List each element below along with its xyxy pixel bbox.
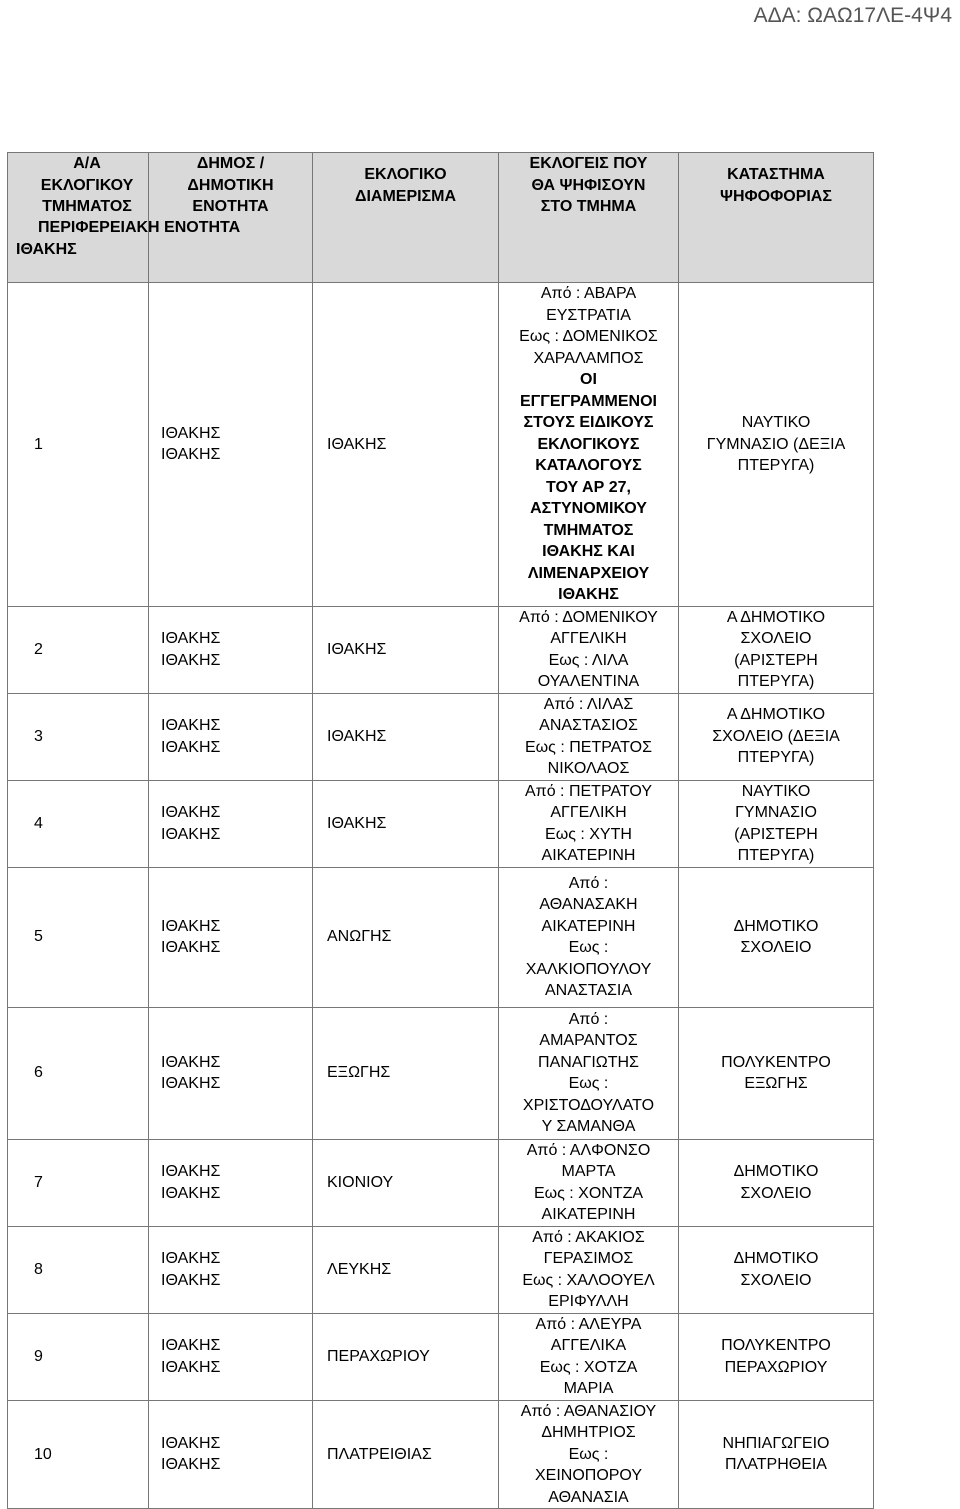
header-col3-line2: ΔΙΑΜΕΡΙΣΜΑ xyxy=(354,187,457,205)
electoral-district-cell xyxy=(313,867,499,1007)
voters-range-line: ΜΑΡΤΑ xyxy=(561,1163,616,1180)
electoral-district-cell xyxy=(313,1226,499,1313)
polling-station-line: (ΑΡΙΣΤΕΡΗ xyxy=(734,651,818,669)
section-number: 9 xyxy=(34,1347,43,1365)
municipal-unit-name: ΙΘΑΚΗΣ xyxy=(161,1075,221,1092)
polling-station-cell xyxy=(679,1313,874,1400)
header-col1-line2: ΕΚΛΟΓΙΚΟΥ xyxy=(40,176,134,194)
voters-range-line: ΝΙΚΟΛΑΟΣ xyxy=(547,760,630,777)
voters-range-line: ΕΥΣΤΡΑΤΙΑ xyxy=(546,306,631,324)
header-col5-line2: ΨΗΦΟΦΟΡΙΑΣ xyxy=(720,187,832,205)
header-col3-line1: ΕΚΛΟΓΙΚΟ xyxy=(364,166,447,183)
voters-range-line: Από : xyxy=(568,874,609,892)
table-row xyxy=(8,1313,874,1400)
voters-range-cell xyxy=(499,780,679,867)
polling-station-cell xyxy=(679,693,874,780)
table-row xyxy=(8,1400,874,1509)
municipality-name: ΙΘΑΚΗΣ xyxy=(161,630,221,647)
electoral-district-cell xyxy=(313,1313,499,1400)
section-number-cell xyxy=(8,1139,149,1226)
voters-range-line: Εως : xyxy=(568,1075,609,1092)
voters-range-line: Από : ΑΘΑΝΑΣΙΟΥ xyxy=(520,1402,657,1420)
voters-range-line: Εως : ΛΙΛΑ xyxy=(548,651,629,669)
polling-station-line: Α ΔΗΜΟΤΙΚΟ xyxy=(726,608,826,626)
section-number: 6 xyxy=(34,1064,43,1082)
electoral-district-cell xyxy=(313,606,499,693)
voters-range-line: ΑΙΚΑΤΕΡΙΝΗ xyxy=(541,917,636,935)
voters-range-line: ΑΓΓΕΛΙΚΗ xyxy=(550,630,627,647)
header-col4-line2: ΘΑ ΨΗΦΙΣΟΥΝ xyxy=(531,176,646,194)
voters-range-line: ΠΑΝΑΓΙΩΤΗΣ xyxy=(538,1053,639,1071)
electoral-district-cell xyxy=(313,693,499,780)
voters-range-cell xyxy=(499,693,679,780)
voters-range-line: Από : ΠΕΤΡΑΤΟΥ xyxy=(525,782,652,800)
voters-range-cell xyxy=(499,867,679,1007)
electoral-district-name: ΠΛΑΤΡΕΙΘΙΑΣ xyxy=(327,1445,432,1463)
polling-station-line: ΓΥΜΝΑΣΙΟ xyxy=(735,804,817,821)
voters-range-line: Από : ΑΛΕΥΡΑ xyxy=(535,1315,642,1333)
voters-range-line: ΑΓΓΕΛΙΚΗ xyxy=(550,804,627,821)
section-number: 5 xyxy=(34,928,43,946)
voters-range-line: Εως : ΧΟΤΖΑ xyxy=(539,1358,638,1376)
municipal-unit-name: ΙΘΑΚΗΣ xyxy=(161,1456,221,1474)
municipality-name: ΙΘΑΚΗΣ xyxy=(161,424,221,442)
section-number-cell xyxy=(8,780,149,867)
electoral-district-name: ΠΕΡΑΧΩΡΙΟΥ xyxy=(327,1347,430,1365)
municipality-cell xyxy=(149,780,313,867)
municipality-name: ΙΘΑΚΗΣ xyxy=(161,717,221,734)
section-number: 3 xyxy=(34,727,43,745)
voters-range-line: ΜΑΡΙΑ xyxy=(563,1380,614,1397)
polling-station-line: (ΑΡΙΣΤΕΡΗ xyxy=(734,825,818,843)
municipality-name: ΙΘΑΚΗΣ xyxy=(161,1337,221,1354)
special-voters-line: ΤΟΥ ΑΡ 27, xyxy=(546,478,631,496)
header-col1-line3: ΤΜΗΜΑΤΟΣ xyxy=(42,198,132,215)
table-row xyxy=(8,780,874,867)
voters-range-line: Από : ΑΛΦΟΝΣΟ xyxy=(526,1141,651,1159)
voters-range-line: ΑΘΑΝΑΣΑΚΗ xyxy=(539,896,638,913)
table-row xyxy=(8,1139,874,1226)
municipality-cell xyxy=(149,1139,313,1226)
table-body xyxy=(8,283,874,1509)
voters-range-line: ΟΥΑΛΕΝΤΙΝΑ xyxy=(537,673,640,690)
municipality-name: ΙΘΑΚΗΣ xyxy=(161,1053,221,1071)
table-row xyxy=(8,1226,874,1313)
table-row xyxy=(8,867,874,1007)
section-number: 1 xyxy=(34,435,43,453)
municipality-cell xyxy=(149,693,313,780)
special-voters-line: ΙΘΑΚΗΣ xyxy=(558,586,619,603)
polling-stations-table xyxy=(7,152,874,1509)
voters-range-cell xyxy=(499,606,679,693)
polling-station-cell xyxy=(679,1007,874,1139)
special-voters-line: ΕΓΓΕΓΡΑΜΜΕΝΟΙ xyxy=(519,392,657,410)
header-col4-line3: ΣΤΟ ΤΜΗΜΑ xyxy=(540,198,637,215)
special-voters-line: ΤΜΗΜΑΤΟΣ xyxy=(543,521,634,539)
section-number: 4 xyxy=(34,814,43,832)
polling-station-line: ΣΧΟΛΕΙΟ xyxy=(740,630,812,647)
section-number-cell xyxy=(8,1226,149,1313)
voters-range-line: Εως : xyxy=(568,1445,609,1463)
polling-station-cell xyxy=(679,283,874,607)
polling-station-cell xyxy=(679,867,874,1007)
electoral-district-cell xyxy=(313,1007,499,1139)
voters-range-cell xyxy=(499,1400,679,1509)
polling-station-line: ΠΟΛΥΚΕΝΤΡΟ xyxy=(721,1053,831,1071)
section-number-cell xyxy=(8,693,149,780)
section-number: 8 xyxy=(34,1260,43,1278)
header-col2-line1: ΔΗΜΟΣ / xyxy=(196,155,265,172)
electoral-district-name: ΚΙΟΝΙΟΥ xyxy=(327,1173,394,1191)
header-region2: ΙΘΑΚΗΣ xyxy=(16,241,77,258)
polling-station-line: ΣΧΟΛΕΙΟ xyxy=(740,939,812,956)
header-col2-line3: ΕΝΟΤΗΤΑ xyxy=(192,198,269,215)
voters-range-line: ΑΝΑΣΤΑΣΙΟΣ xyxy=(539,717,638,734)
voters-range-line: ΑΙΚΑΤΕΡΙΝΗ xyxy=(541,847,636,864)
electoral-district-name: ΙΘΑΚΗΣ xyxy=(327,435,387,453)
voters-range-line: ΕΡΙΦΥΛΛΗ xyxy=(548,1293,629,1310)
voters-range-line: Από : ΑΒΑΡΑ xyxy=(540,285,637,302)
special-voters-line: ΛΙΜΕΝΑΡΧΕΙΟΥ xyxy=(527,564,650,582)
voters-range-cell xyxy=(499,283,679,607)
voters-range-line: ΑΝΑΣΤΑΣΙΑ xyxy=(544,982,633,999)
voters-range-cell xyxy=(499,1226,679,1313)
polling-station-cell xyxy=(679,1226,874,1313)
voters-range-line: ΑΘΑΝΑΣΙΑ xyxy=(548,1488,629,1506)
electoral-district-name: ΙΘΑΚΗΣ xyxy=(327,640,387,658)
polling-station-line: ΠΕΡΑΧΩΡΙΟΥ xyxy=(724,1358,828,1376)
electoral-district-name: ΛΕΥΚΗΣ xyxy=(327,1260,392,1278)
voters-range-line: Εως : ΧΑΛΟΟΥΕΛ xyxy=(522,1271,655,1289)
table-row xyxy=(8,283,874,607)
polling-station-line: ΝΑΥΤΙΚΟ xyxy=(741,414,811,431)
section-number-cell xyxy=(8,1313,149,1400)
voters-range-cell xyxy=(499,1007,679,1139)
municipality-name: ΙΘΑΚΗΣ xyxy=(161,804,221,821)
voters-range-line: ΧΑΡΑΛΑΜΠΟΣ xyxy=(533,349,644,367)
electoral-district-cell xyxy=(313,1400,499,1509)
voters-range-line: Υ ΣΑΜΑΝΘΑ xyxy=(541,1118,636,1135)
electoral-district-name: ΙΘΑΚΗΣ xyxy=(327,727,387,745)
polling-station-line: ΔΗΜΟΤΙΚΟ xyxy=(733,1250,819,1267)
voters-range-line: Εως : xyxy=(568,939,609,956)
section-number-cell xyxy=(8,867,149,1007)
polling-station-line: Α ΔΗΜΟΤΙΚΟ xyxy=(726,706,826,724)
polling-station-line: ΕΞΩΓΗΣ xyxy=(744,1075,808,1092)
special-voters-line: ΟΙ xyxy=(580,371,597,388)
electoral-district-cell xyxy=(313,1139,499,1226)
municipal-unit-name: ΙΘΑΚΗΣ xyxy=(161,1184,221,1202)
electoral-district-cell xyxy=(313,780,499,867)
municipality-cell xyxy=(149,1400,313,1509)
table-row xyxy=(8,693,874,780)
voters-range-line: ΧΑΛΚΙΟΠΟΥΛΟΥ xyxy=(525,960,652,978)
polling-station-line: ΝΑΥΤΙΚΟ xyxy=(741,782,811,800)
table-row xyxy=(8,606,874,693)
municipal-unit-name: ΙΘΑΚΗΣ xyxy=(161,1358,221,1376)
electoral-district-name: ΕΞΩΓΗΣ xyxy=(327,1064,391,1082)
polling-station-cell xyxy=(679,1400,874,1509)
municipality-name: ΙΘΑΚΗΣ xyxy=(161,917,221,935)
table-header-row xyxy=(8,153,874,283)
municipal-unit-name: ΙΘΑΚΗΣ xyxy=(161,939,221,956)
voters-range-cell xyxy=(499,1313,679,1400)
polling-station-line: ΓΥΜΝΑΣΙΟ (ΔΕΞΙΑ xyxy=(706,435,846,453)
voters-range-cell xyxy=(499,1139,679,1226)
polling-station-line: ΠΤΕΡΥΓΑ) xyxy=(737,457,815,474)
section-number: 7 xyxy=(34,1173,43,1191)
section-number: 10 xyxy=(34,1445,52,1463)
municipal-unit-name: ΙΘΑΚΗΣ xyxy=(161,738,221,756)
polling-station-line: ΠΟΛΥΚΕΝΤΡΟ xyxy=(721,1337,831,1354)
header-col4-line1: ΕΚΛΟΓΕΙΣ ΠΟΥ xyxy=(529,155,648,172)
voters-range-line: Εως : ΧΥΤΗ xyxy=(545,825,632,843)
polling-station-line: ΣΧΟΛΕΙΟ (ΔΕΞΙΑ xyxy=(712,727,840,745)
voters-range-line: Εως : ΔΟΜΕΝΙΚΟΣ xyxy=(519,328,658,345)
voters-range-line: Από : ΑΚΑΚΙΟΣ xyxy=(532,1228,645,1246)
polling-station-line: ΠΤΕΡΥΓΑ) xyxy=(737,749,815,767)
voters-range-line: ΔΗΜΗΤΡΙΟΣ xyxy=(541,1424,636,1441)
polling-station-line: ΣΧΟΛΕΙΟ xyxy=(740,1184,812,1202)
voters-range-line: ΑΙΚΑΤΕΡΙΝΗ xyxy=(541,1206,636,1223)
voters-range-line: ΑΜΑΡΑΝΤΟΣ xyxy=(539,1032,638,1049)
polling-station-line: ΝΗΠΙΑΓΩΓΕΙΟ xyxy=(722,1434,830,1452)
municipality-name: ΙΘΑΚΗΣ xyxy=(161,1163,221,1180)
electoral-district-cell xyxy=(313,283,499,607)
electoral-district-name: ΙΘΑΚΗΣ xyxy=(327,814,387,832)
special-voters-line: ΑΣΤΥΝΟΜΙΚΟΥ xyxy=(530,500,647,517)
municipality-cell xyxy=(149,1313,313,1400)
polling-station-line: ΣΧΟΛΕΙΟ xyxy=(740,1271,812,1289)
municipality-cell xyxy=(149,606,313,693)
section-number: 2 xyxy=(34,640,43,658)
section-number-cell xyxy=(8,606,149,693)
polling-station-cell xyxy=(679,780,874,867)
table-row xyxy=(8,1007,874,1139)
polling-station-cell xyxy=(679,606,874,693)
special-voters-line: ΣΤΟΥΣ ΕΙΔΙΚΟΥΣ xyxy=(523,414,654,431)
special-voters-line: ΙΘΑΚΗΣ ΚΑΙ xyxy=(542,543,635,560)
polling-station-line: ΠΛΑΤΡΗΘΕΙΑ xyxy=(725,1456,827,1474)
voters-range-line: Από : ΛΙΛΑΣ xyxy=(543,695,634,713)
municipality-cell xyxy=(149,283,313,607)
header-voters xyxy=(499,153,679,283)
header-col5-line1: ΚΑΤΑΣΤΗΜΑ xyxy=(727,166,825,183)
voters-range-line: ΓΕΡΑΣΙΜΟΣ xyxy=(543,1250,634,1267)
section-number-cell xyxy=(8,1400,149,1509)
municipality-cell xyxy=(149,867,313,1007)
municipal-unit-name: ΙΘΑΚΗΣ xyxy=(161,446,221,464)
voters-range-line: Από : xyxy=(568,1010,609,1028)
special-voters-line: ΕΚΛΟΓΙΚΟΥΣ xyxy=(537,435,640,453)
special-voters-line: ΚΑΤΑΛΟΓΟΥΣ xyxy=(535,457,642,474)
header-col1-line1: Α/Α xyxy=(73,155,101,172)
header-col2-line2: ΔΗΜΟΤΙΚΗ xyxy=(187,176,274,194)
header-polling-station xyxy=(679,153,874,283)
voters-range-line: ΧΕΙΝΟΠΟΡΟΥ xyxy=(534,1467,643,1484)
municipality-cell xyxy=(149,1007,313,1139)
section-number-cell xyxy=(8,283,149,607)
polling-station-line: ΠΤΕΡΥΓΑ) xyxy=(737,673,815,690)
ada-code: ΑΔΑ: ΩΑΩ17ΛΕ-4Ψ4 xyxy=(753,4,952,27)
section-number-cell xyxy=(8,1007,149,1139)
voters-range-line: Από : ΔΟΜΕΝΙΚΟΥ xyxy=(519,608,658,626)
electoral-district-name: ΑΝΩΓΗΣ xyxy=(327,928,392,946)
municipality-name: ΙΘΑΚΗΣ xyxy=(161,1434,221,1452)
polling-station-cell xyxy=(679,1139,874,1226)
voters-range-line: Εως : ΠΕΤΡΑΤΟΣ xyxy=(525,738,652,756)
polling-station-line: ΔΗΜΟΤΙΚΟ xyxy=(733,1163,819,1180)
municipal-unit-name: ΙΘΑΚΗΣ xyxy=(161,651,221,669)
header-electoral-district xyxy=(313,153,499,283)
municipality-name: ΙΘΑΚΗΣ xyxy=(161,1250,221,1267)
municipal-unit-name: ΙΘΑΚΗΣ xyxy=(161,825,221,843)
municipal-unit-name: ΙΘΑΚΗΣ xyxy=(161,1271,221,1289)
polling-station-line: ΠΤΕΡΥΓΑ) xyxy=(737,847,815,864)
polling-station-line: ΔΗΜΟΤΙΚΟ xyxy=(733,917,819,935)
voters-range-line: ΧΡΙΣΤΟΔΟΥΛΑΤΟ xyxy=(522,1096,655,1114)
voters-range-line: ΑΓΓΕΛΙΚΑ xyxy=(550,1337,627,1354)
voters-range-line: Εως : ΧΟΝΤΖΑ xyxy=(533,1184,644,1202)
municipality-cell xyxy=(149,1226,313,1313)
header-region: ΠΕΡΙΦΕΡΕΙΑΚΗ ΕΝΟΤΗΤΑ xyxy=(38,219,241,236)
